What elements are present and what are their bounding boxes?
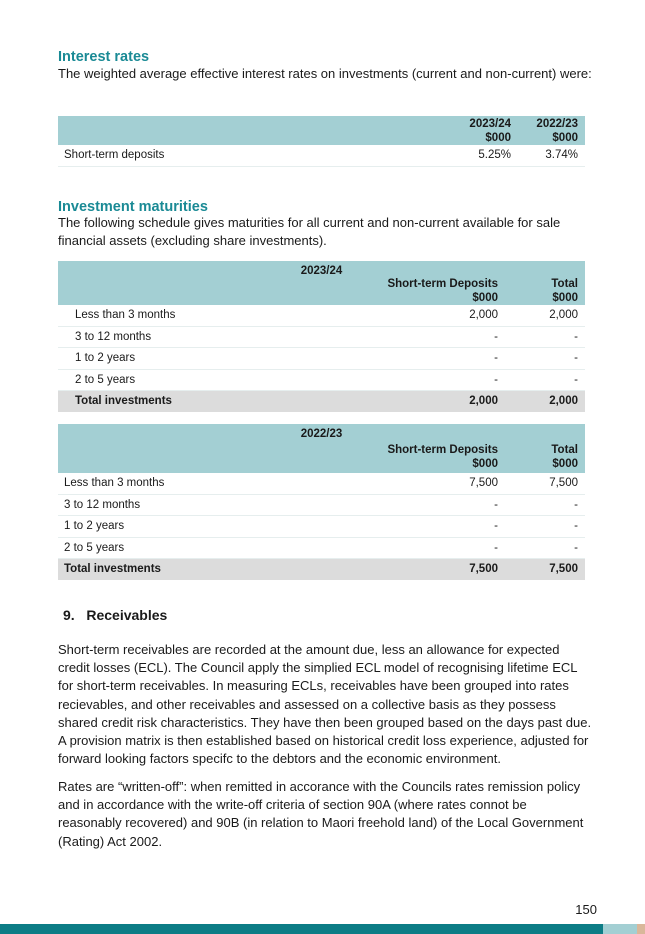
row-value-total: - — [574, 330, 578, 343]
total-label: Total investments — [64, 563, 161, 575]
column-header-total — [518, 444, 578, 471]
table-row — [58, 370, 585, 392]
table-title: 2023/24 — [300, 265, 343, 277]
row-label: 1 to 2 years — [64, 520, 125, 532]
row-value-deposits: - — [494, 541, 498, 554]
footer-bar-accent-end — [637, 924, 645, 934]
table-row — [58, 327, 585, 349]
receivables-paragraph-1: Short-term receivables are recorded at the amount due, less an allowance for expected credit losses (ECL). The Council apply the simplied ECL model of recognising lifetime ECL for short-term receivables. In measuring ECLs, receivables have been grouped into rates recievables, and other receivables and assessed on a collective basis as they possess shared credit risk characteristics. They have then been grouped based on the days past due. A provision matrix is then established based on historical credit loss experience, adjusted for forward looking factors specifc to the debtors and the economic environment. — [58, 642, 592, 767]
column-header-short-term-deposits — [338, 444, 498, 471]
row-value-2023-24: 5.25% — [478, 149, 511, 161]
receivables-heading: 9. Receivables — [63, 607, 168, 623]
table-header — [58, 424, 585, 473]
table-row — [58, 145, 585, 167]
row-value-total: - — [574, 352, 578, 364]
table-row — [58, 516, 585, 538]
row-value-2022-23: 3.74% — [545, 149, 578, 161]
footer-bar — [0, 924, 645, 934]
receivables-paragraph-2: Rates are “written-off”: when remitted in accorance with the Councils rates remission policy and in accordance with the write-off criteria of section 90A (where rates connot be reasonably recovered) and 90B (in relation to Maori freehold land) of the Local Government (Rating) Act 2002. — [58, 779, 584, 849]
column-unit: $000 — [472, 291, 498, 304]
column-name: Short-term Deposits — [387, 278, 498, 290]
row-value-total: - — [574, 520, 578, 532]
investment-maturities-intro: The following schedule gives maturities for all current and non-current available for sale financial assets (excluding share investments). — [58, 215, 561, 249]
column-header-short-term-deposits — [338, 278, 498, 305]
total-value-deposits: 2,000 — [469, 395, 498, 407]
row-label: 2 to 5 years — [75, 373, 136, 386]
total-label: Total investments — [75, 395, 172, 407]
row-label: 3 to 12 months — [75, 330, 152, 343]
interest-rates-table — [58, 116, 585, 167]
investment-maturities-heading: Investment maturities — [58, 199, 208, 215]
row-label: Short-term deposits — [64, 149, 165, 161]
column-unit: $000 — [472, 457, 498, 470]
column-name: Short-term Deposits — [387, 444, 498, 456]
row-label: 1 to 2 years — [75, 352, 136, 364]
page-number: 150 — [575, 902, 597, 917]
row-value-deposits: - — [494, 498, 498, 511]
footer-bar-accent — [603, 924, 637, 934]
table-header — [58, 261, 585, 305]
maturities-table-2023-24 — [58, 261, 585, 412]
column-unit: $000 — [552, 131, 578, 144]
maturities-table-2022-23 — [58, 424, 585, 580]
table-row — [58, 305, 585, 327]
row-value-total: 2,000 — [549, 309, 578, 321]
row-value-total: - — [574, 373, 578, 386]
column-header-2022-23 — [518, 118, 578, 145]
total-value-total: 2,000 — [549, 395, 578, 407]
column-unit: $000 — [552, 457, 578, 470]
row-value-deposits: - — [494, 520, 498, 532]
column-unit: $000 — [552, 291, 578, 304]
table-row — [58, 495, 585, 517]
table-row — [58, 348, 585, 370]
table-row — [58, 538, 585, 560]
interest-rates-heading: Interest rates — [58, 49, 150, 65]
column-unit: $000 — [485, 131, 511, 144]
column-header-total — [518, 278, 578, 305]
row-label: Less than 3 months — [64, 477, 165, 489]
row-value-deposits: - — [494, 373, 498, 386]
table-title: 2022/23 — [300, 428, 343, 440]
column-header-2023-24 — [431, 118, 511, 145]
row-value-total: - — [574, 498, 578, 511]
column-year: 2023/24 — [469, 118, 511, 130]
row-label: Less than 3 months — [75, 309, 176, 321]
row-value-deposits: - — [494, 352, 498, 364]
column-year: 2022/23 — [536, 118, 578, 130]
row-label: 2 to 5 years — [64, 541, 125, 554]
row-value-deposits: 2,000 — [469, 309, 498, 321]
total-row — [58, 391, 585, 412]
column-name: Total — [551, 278, 578, 290]
row-value-deposits: 7,500 — [469, 477, 498, 489]
table-row — [58, 473, 585, 495]
row-label: 3 to 12 months — [64, 498, 141, 511]
total-value-total: 7,500 — [549, 563, 578, 575]
row-value-total: 7,500 — [549, 477, 578, 489]
row-value-total: - — [574, 541, 578, 554]
interest-rates-intro: The weighted average effective interest rates on investments (current and non-current) were: — [58, 66, 592, 81]
column-name: Total — [551, 444, 578, 456]
total-row — [58, 559, 585, 580]
total-value-deposits: 7,500 — [469, 563, 498, 575]
row-value-deposits: - — [494, 330, 498, 343]
table-header — [58, 116, 585, 145]
